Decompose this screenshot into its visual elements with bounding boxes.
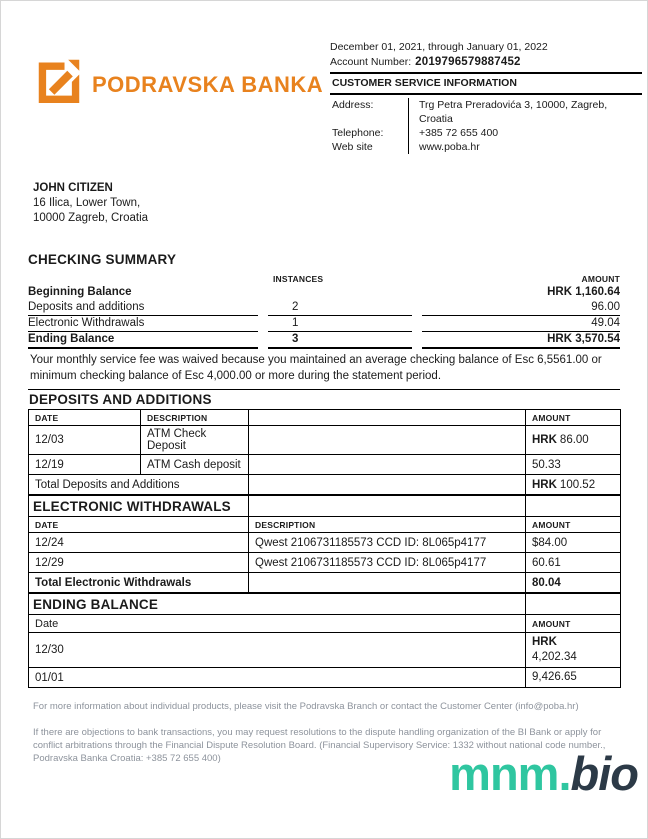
withdrawals-total-amount: 80.04 [526, 573, 621, 593]
summary-col-instances: INSTANCES [273, 274, 324, 284]
withdrawals-total-label: Total Electronic Withdrawals [29, 573, 249, 593]
withdrawals-col-date: DATE [29, 517, 249, 533]
table-row [29, 455, 621, 475]
ending-balance-col-date: Date [29, 615, 526, 633]
ending-balance-section-title: ENDING BALANCE [29, 594, 526, 615]
table-row [29, 633, 621, 668]
summary-col-spacer [28, 273, 258, 285]
withdrawal-date: 12/29 [29, 553, 249, 573]
summary-col-amount: AMOUNT [581, 274, 620, 284]
deposit-description: ATM Check Deposit [141, 426, 249, 455]
website-value: www.poba.hr [408, 140, 642, 154]
checking-summary-header-row [28, 273, 620, 285]
watermark-mnm: mnm. [449, 747, 571, 800]
summary-row-ending-balance: Ending Balance 3 HRK 3,570.54 [28, 332, 620, 349]
footer-note-1: For more information about individual products, please visit the Podravska Branch or contact the Customer Center (info@poba.hr) [33, 701, 579, 712]
withdrawals-title-row [29, 496, 621, 517]
table-row [29, 533, 621, 553]
telephone-label: Telephone: [332, 127, 384, 139]
brand-name: PODRAVSKA BANKA [92, 72, 324, 97]
withdrawals-total-row [29, 573, 621, 593]
website-label: Web site [332, 141, 373, 153]
checking-summary-title: CHECKING SUMMARY [28, 252, 177, 267]
table-row [29, 426, 621, 455]
withdrawal-description: Qwest 2106731185573 CCD ID: 8L065p4177 [249, 533, 526, 553]
ending-balance-date: 12/30 [29, 633, 526, 668]
mnm-bio-watermark [449, 748, 638, 800]
deposits-section-title: DEPOSITS AND ADDITIONS [29, 392, 212, 407]
deposit-date: 12/03 [29, 426, 141, 455]
summary-row-deposits: Deposits and additions 2 96.00 [28, 300, 620, 316]
podravska-banka-logo-icon [36, 56, 82, 109]
ending-balance-table [28, 593, 621, 688]
address-label: Address: [332, 99, 374, 111]
table-row [29, 553, 621, 573]
withdrawals-section-title: ELECTRONIC WITHDRAWALS [29, 496, 249, 517]
deposits-total-row [29, 475, 621, 495]
ending-balance-amount: 9,426.65 [526, 668, 621, 688]
customer-name: JOHN CITIZEN [33, 182, 113, 194]
telephone-value: +385 72 655 400 [408, 126, 642, 140]
account-number-value: 2019796579887452 [415, 56, 521, 68]
customer-service-info [330, 95, 642, 154]
summary-row-withdrawals: Electronic Withdrawals 1 49.04 [28, 316, 620, 332]
ending-balance-amount: HRK 4,202.34 [526, 633, 621, 668]
ending-balance-title-row [29, 594, 621, 615]
deposit-amount: HRK 86.00 [526, 426, 621, 455]
ending-balance-col-amount: AMOUNT [526, 615, 621, 633]
deposits-header-row [29, 410, 621, 426]
ending-balance-header-row [29, 615, 621, 633]
deposit-description: ATM Cash deposit [141, 455, 249, 475]
statement-period: December 01, 2021, through January 01, 2022 [330, 41, 548, 53]
customer-address-line1: 16 Ilica, Lower Town, [33, 197, 141, 209]
withdrawals-header-row [29, 517, 621, 533]
withdrawals-table [28, 495, 621, 593]
table-row [29, 668, 621, 688]
withdrawals-col-amount: AMOUNT [526, 517, 621, 533]
deposits-col-description: DESCRIPTION [141, 410, 249, 426]
customer-address-line2: 10000 Zagreb, Croatia [33, 212, 149, 224]
withdrawal-description: Qwest 2106731185573 CCD ID: 8L065p4177 [249, 553, 526, 573]
deposits-table [28, 409, 621, 495]
withdrawal-date: 12/24 [29, 533, 249, 553]
account-number-row [330, 55, 642, 69]
customer-address-block [33, 181, 148, 226]
service-fee-note: Your monthly service fee was waived because you maintained an average checking balance of Esc 6,5561.00 or minimum checking balance of Esc 4,000.00 or more during the statement period. [28, 353, 620, 390]
address-line2: Croatia [419, 113, 453, 125]
address-value [408, 98, 642, 126]
address-line1: Trg Petra Preradovića 3, 10000, Zagreb, [419, 99, 608, 111]
telephone-row [330, 126, 642, 140]
ending-balance-date: 01/01 [29, 668, 526, 688]
deposits-col-date: DATE [29, 410, 141, 426]
statement-body [28, 252, 620, 688]
deposits-col-empty [249, 410, 526, 426]
summary-row-beginning-balance: Beginning Balance HRK 1,160.64 [28, 286, 620, 298]
website-row [330, 140, 642, 154]
deposits-total-amount: HRK 100.52 [526, 475, 621, 495]
withdrawal-amount: 60.61 [526, 553, 621, 573]
deposit-date: 12/19 [29, 455, 141, 475]
deposits-col-amount: AMOUNT [526, 410, 621, 426]
deposit-amount: 50.33 [526, 455, 621, 475]
account-number-label: Account Number: [330, 56, 412, 68]
watermark-bio: bio [570, 747, 638, 800]
statement-header [330, 40, 642, 154]
withdrawals-col-description: DESCRIPTION [249, 517, 526, 533]
withdrawal-amount: $84.00 [526, 533, 621, 553]
customer-service-title: CUSTOMER SERVICE INFORMATION [330, 72, 642, 95]
deposits-total-label: Total Deposits and Additions [29, 475, 249, 495]
footer-note-2: If there are objections to bank transactions, you may request resolutions to the dispute handling organization of the BI Bank or apply for conflict arbitrations through the Financial Dispute Resolution Board. (Financial Supervisory Service: 1332 without national code number., Podravska Banka Croatia: +385 72 655 400) [33, 727, 606, 764]
brand-logo [36, 56, 323, 109]
address-row [330, 98, 642, 126]
